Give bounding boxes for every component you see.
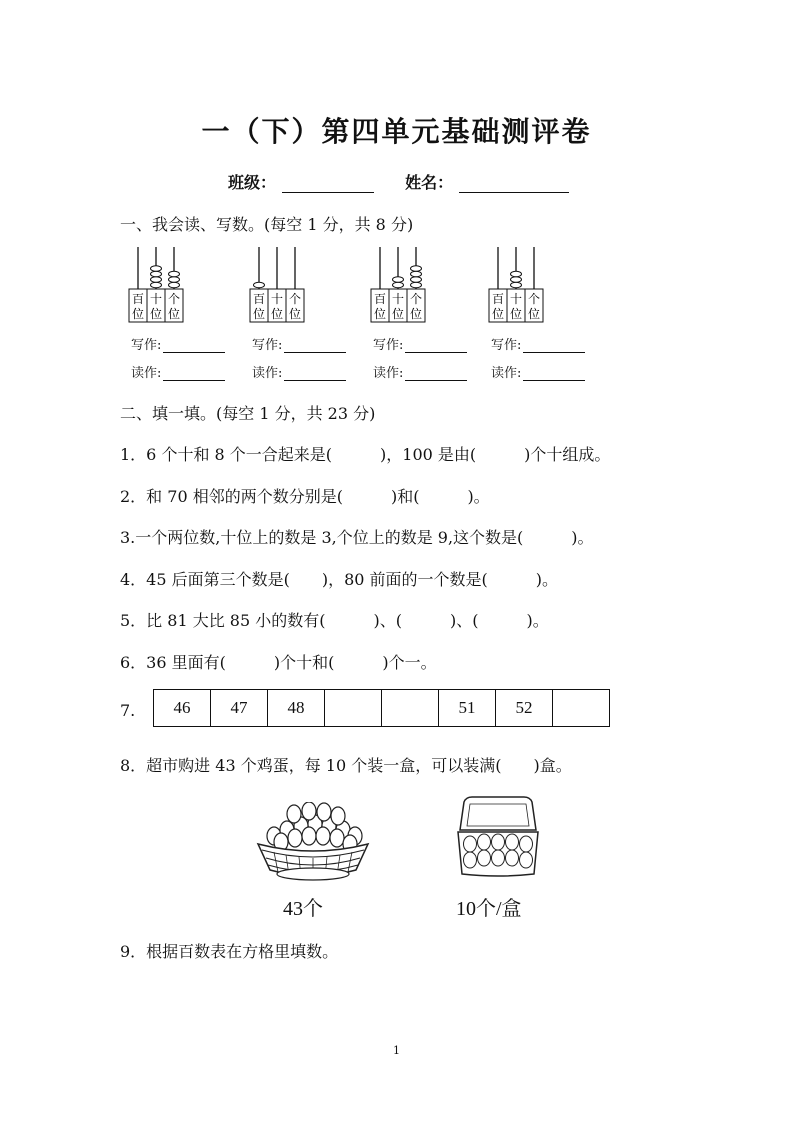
abacus-bead [169, 277, 180, 283]
class-field[interactable] [282, 192, 374, 193]
number-cell: 48 [268, 690, 325, 727]
abacus-place-label: 十 [509, 292, 523, 306]
abacus-bead [511, 271, 522, 277]
page-title: 一（下）第四单元基础测评卷 [201, 115, 592, 148]
write-line-1: 写作: [131, 334, 225, 353]
read-blank-3[interactable] [405, 380, 467, 381]
question-4: 4．45 后面第三个数是( )，80 前面的一个数是( )。 [120, 570, 559, 589]
abacus-place-label: 十 [270, 292, 284, 306]
blank-cell[interactable] [553, 690, 610, 727]
egg-basket-icon [254, 802, 372, 884]
abacus-bead [151, 277, 162, 283]
abacus-bead [411, 277, 422, 283]
abacus-1 [128, 245, 190, 329]
read-line-1: 读作: [131, 362, 225, 381]
egg-carton-icon [456, 796, 540, 878]
abacus-place-label: 位 [252, 307, 266, 321]
student-info [228, 170, 569, 193]
page-number: 1 [393, 1044, 400, 1057]
class-label: 班级： [228, 173, 277, 192]
abacus-place-label: 位 [491, 307, 505, 321]
abacus-place-label: 个 [288, 292, 302, 306]
egg-basket-illustration [254, 802, 372, 888]
abacus-4-figure [488, 245, 550, 325]
abacus-bead [393, 282, 404, 288]
question-3: 3.一个两位数,十位上的数是 3,个位上的数是 9,这个数是( )。 [120, 528, 594, 547]
abacus-2-figure [249, 245, 311, 325]
abacus-place-label: 位 [527, 307, 541, 321]
abacus-place-label: 位 [391, 307, 405, 321]
number-cell: 46 [154, 690, 211, 727]
question-6: 6．36 里面有( )个十和( )个一。 [120, 653, 437, 672]
abacus-place-label: 百 [252, 292, 266, 306]
abacus-bead [511, 282, 522, 288]
abacus-bead [411, 282, 422, 288]
read-line-3: 读作: [373, 362, 467, 381]
name-label: 姓名： [405, 173, 454, 192]
question-1: 1．6 个十和 8 个一合起来是( )，100 是由( )个十组成。 [120, 445, 611, 464]
egg-carton-illustration [456, 796, 540, 882]
write-blank-3[interactable] [405, 352, 467, 353]
abacus-bead [151, 271, 162, 277]
blank-cell[interactable] [382, 690, 439, 727]
abacus-place-label: 百 [131, 292, 145, 306]
read-blank-2[interactable] [284, 380, 346, 381]
write-line-3: 写作: [373, 334, 467, 353]
question-7-label: 7. [120, 701, 136, 720]
write-blank-2[interactable] [284, 352, 346, 353]
abacus-place-label: 个 [409, 292, 423, 306]
question-8: 8．超市购进 43 个鸡蛋，每 10 个装一盒，可以装满( )盒。 [120, 756, 572, 775]
egg-carton-caption: 10个/盒 [456, 898, 522, 920]
read-blank-4[interactable] [523, 380, 585, 381]
write-line-2: 写作: [252, 334, 346, 353]
abacus-place-label: 位 [373, 307, 387, 321]
abacus-bead [411, 271, 422, 277]
abacus-bead [254, 282, 265, 288]
abacus-2 [249, 245, 311, 329]
section1-heading: 一、我会读、写数。(每空 1 分，共 8 分) [120, 215, 414, 234]
name-field[interactable] [459, 192, 569, 193]
abacus-place-label: 个 [527, 292, 541, 306]
abacus-place-label: 位 [288, 307, 302, 321]
write-blank-4[interactable] [523, 352, 585, 353]
abacus-place-label: 百 [491, 292, 505, 306]
abacus-place-label: 百 [373, 292, 387, 306]
abacus-place-label: 十 [149, 292, 163, 306]
abacus-3-figure [370, 245, 432, 325]
abacus-bead [511, 277, 522, 283]
abacus-place-label: 位 [167, 307, 181, 321]
number-cell: 51 [439, 690, 496, 727]
abacus-place-label: 十 [391, 292, 405, 306]
question-5: 5．比 81 大比 85 小的数有( )、( )、( )。 [120, 611, 549, 630]
blank-cell[interactable] [325, 690, 382, 727]
number-cell: 52 [496, 690, 553, 727]
egg-basket-caption: 43个 [283, 898, 323, 920]
question-2: 2．和 70 相邻的两个数分别是( )和( )。 [120, 487, 490, 506]
number-cell: 47 [211, 690, 268, 727]
abacus-bead [151, 282, 162, 288]
abacus-bead [393, 277, 404, 283]
abacus-bead [169, 282, 180, 288]
abacus-3 [370, 245, 432, 329]
read-blank-1[interactable] [163, 380, 225, 381]
abacus-place-label: 个 [167, 292, 181, 306]
abacus-place-label: 位 [409, 307, 423, 321]
read-line-2: 读作: [252, 362, 346, 381]
section2-heading: 二、填一填。(每空 1 分，共 23 分) [120, 404, 376, 423]
abacus-place-label: 位 [149, 307, 163, 321]
abacus-1-figure [128, 245, 190, 325]
abacus-place-label: 位 [509, 307, 523, 321]
abacus-place-label: 位 [270, 307, 284, 321]
abacus-4 [488, 245, 550, 329]
question-7-number-row [153, 689, 610, 727]
question-9: 9．根据百数表在方格里填数。 [120, 942, 339, 961]
read-line-4: 读作: [491, 362, 585, 381]
write-blank-1[interactable] [163, 352, 225, 353]
write-line-4: 写作: [491, 334, 585, 353]
abacus-bead [169, 271, 180, 277]
abacus-bead [151, 266, 162, 272]
abacus-place-label: 位 [131, 307, 145, 321]
abacus-bead [411, 266, 422, 272]
